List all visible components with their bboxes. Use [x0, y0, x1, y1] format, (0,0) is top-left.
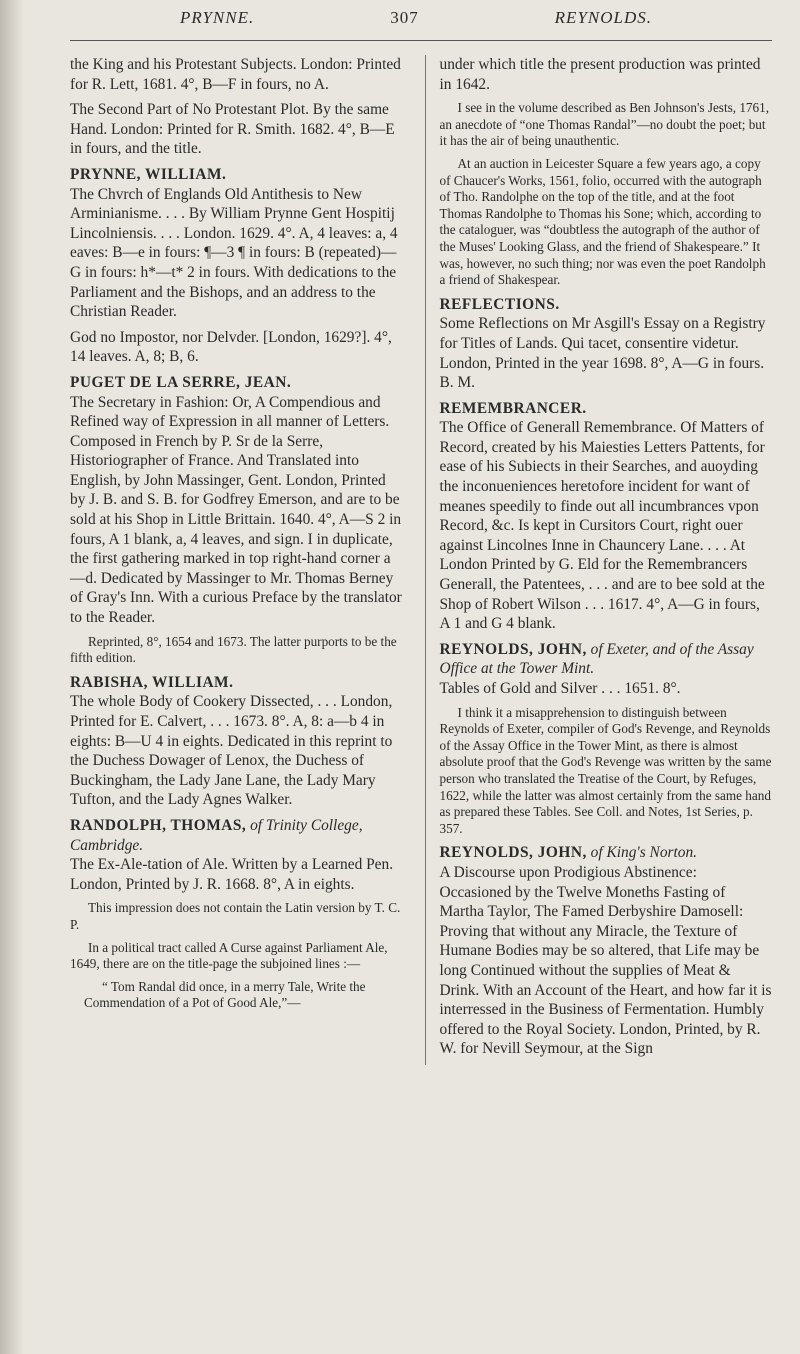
entry-heading: PUGET DE LA SERRE, JEAN.: [70, 373, 292, 391]
entry-heading-qualifier: of Trinity College, Cambridge.: [70, 816, 363, 854]
entry-text: The Secretary in Fashion: Or, A Compendious and Refined way of Expression in all manner of Letters. Composed in French by P. Sr de la Serre, Historiographer of France. And Translated into English, by John Massinger, Gent. London, Printed by J. B. and S. B. for Godfrey Emerson, and are to be sold at his Shop in Little Brittain. 1640. 4°, A—S 2 in fours, A 1 blank, a, 4 leaves, and sign. I in duplicate, the first gathering marked in top right-hand corner a—d. Dedicated by Massinger to Mr. Thomas Berney of Gray's Inn. With a curious Preface by the translator to the Reader.: [70, 393, 402, 627]
quoted-verse: “ Tom Randal did once, in a merry Tale, Write the Commendation of a Pot of Good Ale,”—: [84, 978, 366, 1011]
catalogue-entry: [440, 843, 773, 1059]
header-rule: [70, 40, 772, 41]
bibliographic-note: I think it a misapprehension to distinguish between Reynolds of Exeter, compiler of God's Revenge, and Reynolds of the Assay Office in the Tower Mint, as there is almost absolute proof that the God's Revenge was written by the same person who translated the Treatise of the Court, by Refuges, 1622, while the latter was almost certainly from the same hand as prepared these Tables. See Coll. and Notes, 1st Series, p. 357.: [439, 704, 772, 836]
page-header: [70, 8, 772, 38]
catalogue-entry: [70, 328, 403, 367]
entry-text: God no Impostor, nor Delvder. [London, 1629?]. 4°, 14 leaves. A, 8; B, 6.: [70, 328, 392, 366]
entry-heading: RANDOLPH, THOMAS,: [70, 816, 247, 834]
text-columns: [70, 55, 772, 1065]
catalogue-entry: [70, 816, 403, 894]
entry-text: The Chvrch of Englands Old Antithesis to New Arminianisme. . . . By William Prynne Gent Hospitij Lincolniensis. . . . London. 1629. 4°. A, 4 leaves: a, 4 eaves: B—e in fours: ¶—3 ¶ in fours: B (repeated)—G in fours: h*—t* 2 in fours. With dedications to the Parliament and the Bishops, and an address to the Christian Reader.: [70, 185, 398, 321]
catalogue-entry: [440, 399, 773, 634]
entry-heading: REYNOLDS, JOHN,: [439, 844, 587, 862]
catalogue-entry: [440, 640, 773, 699]
entry-text: Some Reflections on Mr Asgill's Essay on a Registry for Titles of Lands. Qui tacet, consentire videtur. London, Printed in the year 1698. 8°, A—G in fours. B. M.: [439, 315, 766, 392]
entry-text: The Second Part of No Protestant Plot. By the same Hand. London: Printed for R. Smith. 1682. 4°, B—E in fours, and the title.: [70, 101, 395, 158]
catalogue-entry: [70, 55, 403, 94]
bibliographic-note: Reprinted, 8°, 1654 and 1673. The latter purports to be the fifth edition.: [70, 633, 397, 666]
entry-text: the King and his Protestant Subjects. London: Printed for R. Lett, 1681. 4°, B—F in fours, no A.: [70, 56, 401, 93]
entry-heading: REYNOLDS, JOHN,: [439, 640, 587, 658]
entry-heading: PRYNNE, WILLIAM.: [70, 165, 227, 183]
entry-text: The Office of Generall Remembrance. Of Matters of Record, created by his Maiesties Letters Pattents, for ease of his Subiects in their Searches, and auoyding the inconueniences heretofore incident for want of meanes speedily to finde out all incumbrances vpon Record, &c. Is kept in Cursitors Court, right ouer against Lincolnes Inne in Chauncery Lane. . . . At London Printed by G. Eld for the Remembrancers Generall, the Patentees, . . . and are to bee sold at the Shop of Robert Wilson . . . 1617. 4°, A—G in fours, A 1 and G 4 blank.: [439, 419, 765, 633]
entry-text: The Ex-Ale-tation of Ale. Written by a Learned Pen. London, Printed by J. R. 1668. 8°, A in eights.: [70, 856, 394, 893]
bibliographic-note: In a political tract called A Curse against Parliament Ale, 1649, there are on the title-page the subjoined lines :—: [70, 939, 388, 972]
catalogue-entry: [440, 295, 773, 393]
page-gutter-shadow: [0, 0, 24, 1354]
left-running-title: PRYNNE.: [180, 8, 255, 27]
entry-text: under which title the present production was printed in 1642.: [439, 56, 761, 93]
bibliographic-note: At an auction in Leicester Square a few years ago, a copy of Chaucer's Works, 1561, folio, occurred with the autograph of Tho. Randolphe on the top of the title, and at the foot Thomas Randolphe to Thomas his Sone; which, according to the cataloguer, was “doubtless the autograph of the author of the Muses' Looking Glass, and the friend of Shakespeare.” It was, however, no such thing; nor was even the poet Randolph a friend of Shakespear.: [439, 155, 766, 288]
catalogue-entry: [70, 165, 403, 322]
right-running-title: REYNOLDS.: [554, 8, 652, 27]
catalogue-entry: [70, 373, 403, 628]
catalogue-entry: [70, 673, 403, 810]
entry-text: A Discourse upon Prodigious Abstinence: Occasioned by the Twelve Moneths Fasting of Martha Taylor, The Famed Derbyshire Damosell: Proving that without any Miracle, the Texture of Humane Bodies may be so altered, that Life may be long Continued without the supplies of Meat & Drink. With an Account of the Heart, and how far it is interressed in the Business of Fermentation. Humbly offered to the Royal Society. London, Printed, by R. W. for Nevill Seymour, at the Sign: [439, 863, 772, 1058]
entry-heading: RABISHA, WILLIAM.: [70, 673, 234, 691]
entry-heading-qualifier: of King's Norton.: [586, 844, 698, 862]
bibliographic-note: I see in the volume described as Ben Johnson's Jests, 1761, an anecdote of “one Thomas Randal”—no doubt the poet; but it has the air of being unauthentic.: [439, 100, 770, 149]
left-column: [70, 55, 403, 1065]
entry-heading: REFLECTIONS.: [439, 295, 560, 313]
bibliographic-note: This impression does not contain the Latin version by T. C. P.: [70, 900, 401, 932]
right-column: [425, 55, 773, 1065]
entry-heading: REMEMBRANCER.: [439, 399, 587, 417]
entry-text: The whole Body of Cookery Dissected, . . . London, Printed for E. Calvert, . . . 1673. 8°. A, 8: a—b 4 in eights: B—U 4 in eights. Dedicated in this reprint to the Duchess Dowager of Lenox, the Duchess of Buckingham, the Lady Jane Lane, the Lady Mary Tufton, and the Lady Agnes Walker.: [70, 693, 393, 809]
catalogue-entry: [440, 55, 773, 94]
page-number: 307: [390, 8, 419, 27]
catalogue-entry: [70, 100, 403, 159]
entry-heading-qualifier: of Exeter, and of the Assay Office at the Tower Mint.: [439, 640, 754, 678]
entry-text: Tables of Gold and Silver . . . 1651. 8°.: [439, 680, 681, 697]
